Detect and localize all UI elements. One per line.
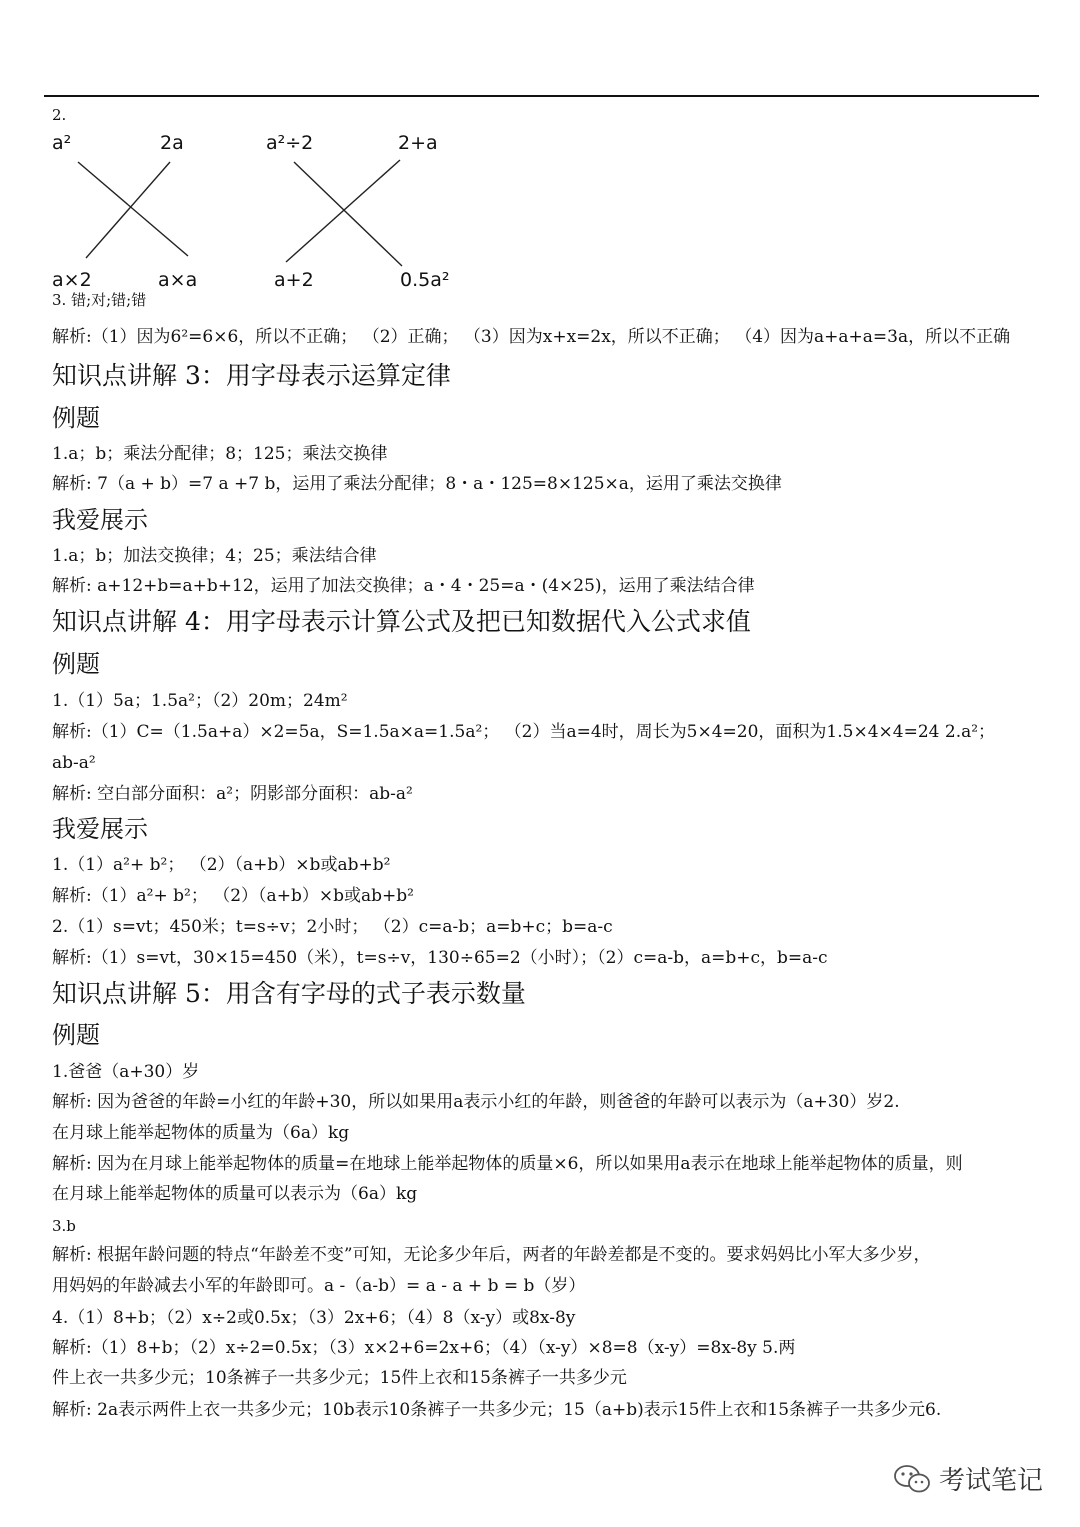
analysis-line: 解析: 因为在月球上能举起物体的质量=在地球上能举起物体的质量×6，所以如果用a表示在地球上能举起物体的质量，则 [52,1154,963,1174]
answer-line: ab-a² [52,753,96,773]
diagram-left-bottom-right: a×a [158,269,198,291]
watermark [893,1460,1043,1497]
section-heading-3: 知识点讲解 3：用字母表示运算定律 [52,361,451,390]
answer-line: 1.a；b；乘法分配律；8；125；乘法交换律 [52,444,388,464]
section-heading-4: 知识点讲解 4：用字母表示计算公式及把已知数据代入公式求值 [52,607,751,636]
answer-line: 1.（1）5a；1.5a²；（2）20m；24m² [52,691,348,711]
analysis-line-continued: 用妈妈的年龄减去小军的年龄即可。a -（a-b）= a - a + b = b（岁） [52,1276,586,1296]
analysis-line: 解析: 根据年龄问题的特点“年龄差不变”可知，无论多少年后，两者的年龄差都是不变的。要求妈妈比小军大多少岁， [52,1245,931,1265]
answer-line: 1.a；b；加法交换律；4；25；乘法结合律 [52,546,377,566]
answer-line: 2.（1）s=vt；450米；t=s÷v；2小时； （2）c=a-b；a=b+c；b=a-c [52,917,613,937]
analysis-line: 解析:（1）s=vt，30×15=450（米），t=s÷v，130÷65=2（小时）；（2）c=a-b，a=b+c，b=a-c [52,948,828,968]
analysis-line-continued: 在月球上能举起物体的质量可以表示为（6a）kg [52,1184,418,1204]
diagram-left-top-right: 2a [160,132,184,154]
matching-diagram [48,126,468,296]
subheading-showcase: 我爱展示 [52,815,148,843]
answer-line: 3.b [52,1217,76,1235]
answer-line: 1.（1）a²+ b²； （2）（a+b）×b或ab+b² [52,855,391,875]
wechat-icon [893,1463,931,1495]
answer-line: 4.（1）8+b；（2）x÷2或0.5x；（3）2x+6；（4）8（x-y）或8x-8y [52,1308,576,1328]
analysis-line: 解析:（1）a²+ b²； （2）（a+b）×b或ab+b² [52,886,414,906]
answer-line: 件上衣一共多少元；10条裤子一共多少元；15件上衣和15条裤子一共多少元 [52,1368,627,1388]
diagram-left-line-1 [78,162,188,256]
diagram-right-bottom-left: a+2 [274,269,314,291]
diagram-right-top-right: 2+a [398,132,438,154]
diagram-left-bottom-left: a×2 [52,269,92,291]
subheading-showcase: 我爱展示 [52,506,148,534]
subheading-example: 例题 [52,650,100,678]
analysis-line: 解析: a+12+b=a+b+12，运用了加法交换律；a・4・25=a・(4×25)，运用了乘法结合律 [52,576,755,596]
diagram-left-top-left: a² [52,132,72,154]
analysis-line: 解析: 空白部分面积：a²；阴影部分面积：ab-a² [52,784,413,804]
analysis-line: 解析: 因为爸爸的年龄=小红的年龄+30，所以如果用a表示小红的年龄，则爸爸的年龄可以表示为（a+30）岁2. [52,1092,900,1112]
diagram-right-line-1 [294,162,402,266]
answer-line: 在月球上能举起物体的质量为（6a）kg [52,1123,350,1143]
analysis-line: 解析:（1）8+b；（2）x÷2=0.5x；（3）x×2+6=2x+6；（4）（x-y）×8=8（x-y）=8x-8y 5.两 [52,1338,796,1358]
diagram-left-line-2 [86,162,170,258]
answer-line-3: 3. 错;对;错;错 [52,291,147,309]
watermark-text: 考试笔记 [939,1466,1044,1496]
answer-line: 1.爸爸（a+30）岁 [52,1062,200,1082]
subheading-example: 例题 [52,404,100,432]
analysis-line: 解析: 7（a + b）=7 a +7 b，运用了乘法分配律；8・a・125=8×125×a，运用了乘法交换律 [52,474,782,494]
diagram-right-top-left: a²÷2 [266,132,314,154]
question-2-label: 2. [52,106,67,124]
section-heading-5: 知识点讲解 5：用含有字母的式子表示数量 [52,979,526,1008]
header-rule [44,95,1039,97]
diagram-right-bottom-right: 0.5a² [400,269,450,291]
analysis-line: 解析: 2a表示两件上衣一共多少元；10b表示10条裤子一共多少元；15（a+b)表示15件上衣和15条裤子一共多少元6. [52,1400,942,1420]
subheading-example: 例题 [52,1021,100,1049]
analysis-line: 解析:（1）因为6²=6×6，所以不正确； （2）正确； （3）因为x+x=2x，所以不正确； （4）因为a+a+a=3a，所以不正确 [52,327,1011,347]
analysis-line: 解析:（1）C=（1.5a+a）×2=5a，S=1.5a×a=1.5a²； （2）当a=4时，周长为5×4=20，面积为1.5×4×4=24 2.a²； [52,722,996,742]
